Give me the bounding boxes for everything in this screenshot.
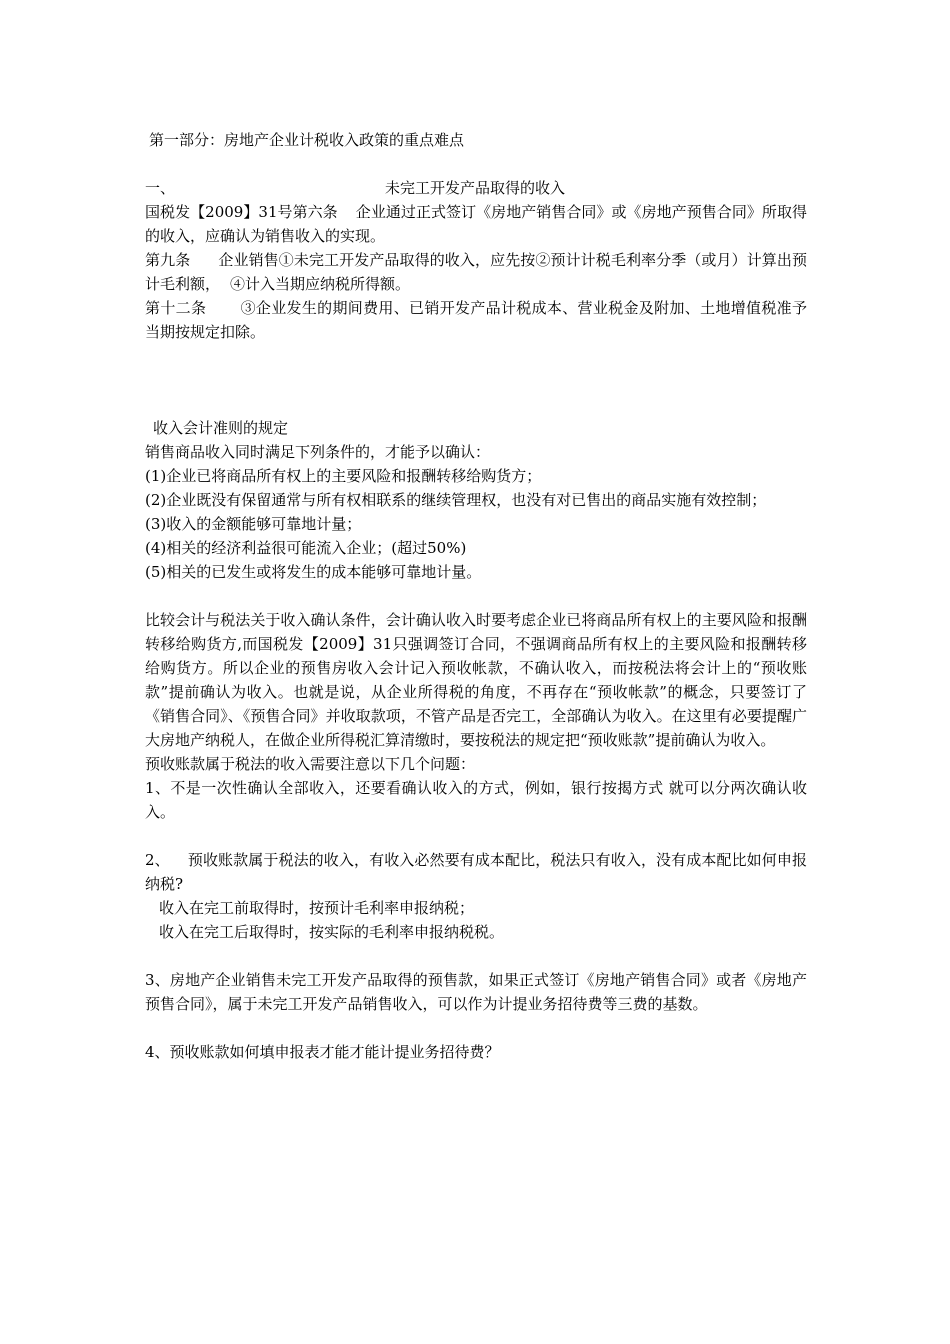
blank-line bbox=[145, 944, 807, 968]
issue-2-line-1: 收入在完工前取得时，按预计毛利率申报纳税； bbox=[159, 899, 475, 917]
condition-item: (5)相关的已发生或将发生的成本能够可靠地计量。 bbox=[145, 563, 482, 581]
article-12-ref: 第十二条 bbox=[145, 299, 207, 317]
issue-1: 1、不是一次性确认全部收入，还要看确认收入的方式，例如，银行按揭方式 就可以分两次确认收入。 bbox=[145, 779, 807, 821]
accounting-title-text: 收入会计准则的规定 bbox=[153, 419, 289, 437]
blank-line bbox=[145, 584, 807, 608]
paragraph-article-12 bbox=[145, 296, 807, 344]
section-title: 未完工开发产品取得的收入 bbox=[385, 179, 566, 197]
blank-line bbox=[145, 152, 807, 176]
part-title-text: 第一部分：房地产企业计税收入政策的重点难点 bbox=[149, 131, 465, 149]
section-heading bbox=[145, 176, 807, 200]
issue-2 bbox=[145, 848, 807, 896]
issue-2-number: 2、 bbox=[145, 851, 170, 869]
issue-3: 3、房地产企业销售未完工开发产品取得的预售款，如果正式签订《房地产销售合同》或者《房地产预售合同》，属于未完工开发产品销售收入，可以作为计提业务招待费等三费的基数。 bbox=[145, 971, 807, 1013]
article-6-ref: 国税发【2009】31号第六条 bbox=[145, 203, 338, 221]
condition-item: (1)企业已将商品所有权上的主要风险和报酬转移给购货方； bbox=[145, 467, 542, 485]
document-body bbox=[145, 128, 807, 1064]
comparison-paragraph: 比较会计与税法关于收入确认条件，会计确认收入时要考虑企业已将商品所有权上的主要风险和报酬转移给购货方,而国税发【2009】31只强调签订合同，不强调商品所有权上的主要风险和报酬转移给购货方。所以企业的预售房收入会计记入预收帐款，不确认收入，而按税法将会计上的“预收账款”提前确认为收入。也就是说，从企业所得税的角度，不再存在“预收帐款”的概念，只要签订了《销售合同》、《预售合同》并收取款项，不管产品是否完工，全部确认为收入。在这里有必要提醒广大房地产纳税人，在做企业所得税汇算清缴时，要按税法的规定把“预收账款”提前确认为收入。 bbox=[145, 611, 807, 749]
section-number: 一、 bbox=[145, 179, 176, 197]
condition-item: (3)收入的金额能够可靠地计量； bbox=[145, 515, 362, 533]
accounting-intro: 销售商品收入同时满足下列条件的，才能予以确认： bbox=[145, 443, 491, 461]
paragraph-article-6 bbox=[145, 200, 807, 248]
issues-intro: 预收账款属于税法的收入需要注意以下几个问题： bbox=[145, 755, 476, 773]
blank-line bbox=[145, 824, 807, 848]
issue-4: 4、预收账款如何填申报表才能才能计提业务招待费？ bbox=[145, 1043, 500, 1061]
blank-space bbox=[145, 344, 807, 416]
paragraph-article-9 bbox=[145, 248, 807, 296]
article-9-text: 企业销售①未完工开发产品取得的收入，应先按②预计计税毛利率分季（或月）计算出预计毛利额， bbox=[145, 251, 807, 293]
article-12-text: ③企业发生的期间费用、已销开发产品计税成本、营业税金及附加、土地增值税准予当期按规定扣除。 bbox=[145, 299, 807, 341]
article-9-ref: 第九条 bbox=[145, 251, 191, 269]
accounting-title bbox=[145, 416, 807, 440]
blank-line bbox=[145, 1016, 807, 1040]
issue-2-text: 预收账款属于税法的收入，有收入必然要有成本配比，税法只有收入，没有成本配比如何申报纳税? bbox=[145, 851, 807, 893]
article-9-text-end: ④计入当期应纳税所得额。 bbox=[230, 275, 411, 293]
condition-item: (4)相关的经济利益很可能流入企业；(超过50%) bbox=[145, 539, 467, 557]
issue-2-line-2: 收入在完工后取得时，按实际的毛利率申报纳税税。 bbox=[159, 923, 505, 941]
article-6-text: 企业通过正式签订《房地产销售合同》或《房地产预售合同》所取得的收入，应确认为销售收入的实现。 bbox=[145, 203, 807, 245]
condition-item: (2)企业既没有保留通常与所有权相联系的继续管理权，也没有对已售出的商品实施有效控制； bbox=[145, 491, 767, 509]
part-title bbox=[145, 128, 807, 152]
